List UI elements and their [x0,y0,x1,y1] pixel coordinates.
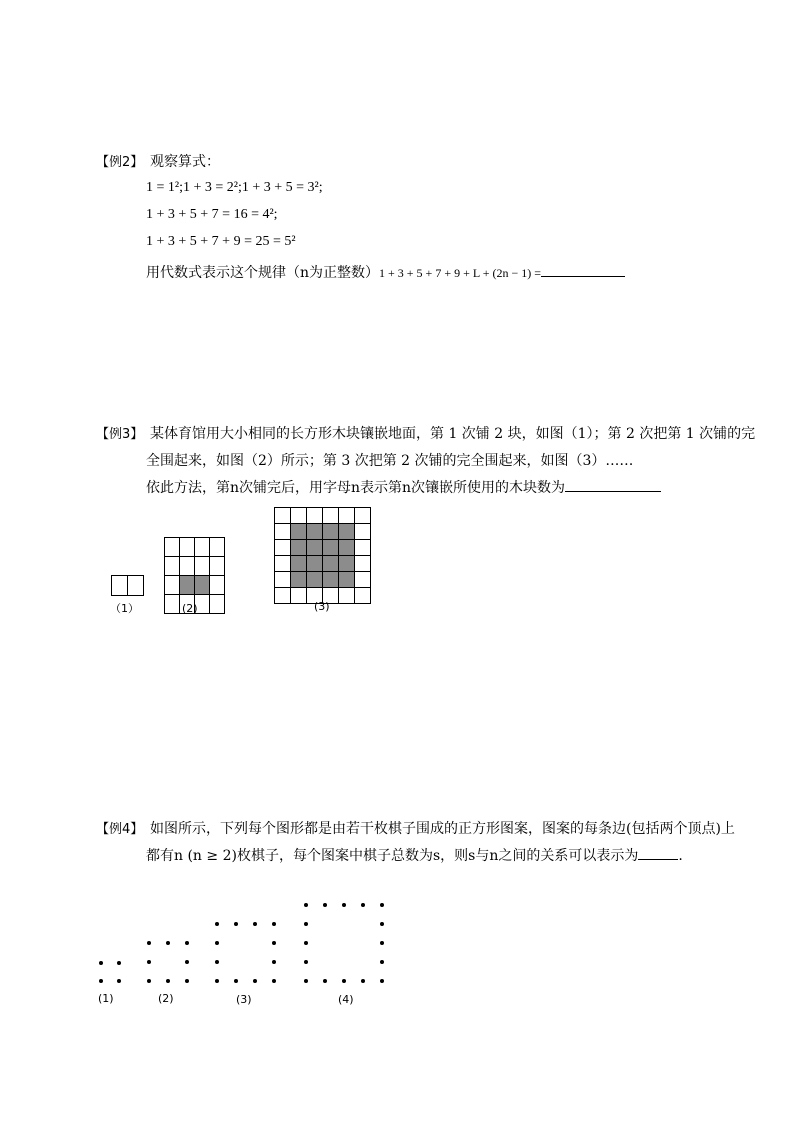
ex4-label: 【例4】 [96,822,144,837]
tile-shaded [290,523,307,540]
tile-shaded [179,575,195,595]
chess-piece-dot [99,979,103,983]
ex3-answer-blank[interactable] [565,477,661,492]
chess-piece-dot [380,903,384,907]
tile [338,507,355,524]
chess-piece-dot [253,922,257,926]
tile [290,587,307,604]
tile-shaded [290,555,307,572]
tile-shaded [338,539,355,556]
tile [274,523,291,540]
tile [209,575,225,595]
tile [194,537,210,557]
chess-piece-dot [215,979,219,983]
tile-shaded [306,523,323,540]
tile-shaded [322,523,339,540]
chess-piece-dot [147,979,151,983]
ex3-caption-2: (2) [182,602,198,615]
tile-shaded [194,575,210,595]
ex2-question-text: 用代数式表示这个规律（n为正整数） [146,265,380,281]
tile [209,537,225,557]
ex2-intro: 观察算式： [150,154,220,170]
chess-piece-dot [117,979,121,983]
tile-shaded [306,571,323,588]
chess-piece-dot [272,941,276,945]
chess-piece-dot [272,960,276,964]
ex4-line-2-end: . [678,848,683,864]
ex3-caption-1: （1） [110,602,139,615]
chess-piece-dot [185,979,189,983]
chess-piece-dot [215,922,219,926]
chess-piece-dot [380,979,384,983]
chess-piece-dot [117,961,121,965]
chess-piece-dot [361,903,365,907]
ex4-line-2-text: 都有n (n ≥ 2)枚棋子，每个图案中棋子总数为s，则s与n之间的关系可以表示为 [146,848,639,864]
tile [322,507,339,524]
chess-piece-dot [304,979,308,983]
ex3-line-3-text: 依此方法，第n次铺完后，用字母n表示第n次镶嵌所使用的木块数为 [146,480,566,496]
ex3-label: 【例3】 [96,427,144,442]
ex2-equation-3: 1 + 3 + 5 + 7 + 9 = 25 = 5² [146,234,296,249]
ex3-figure-3 [275,508,371,604]
tile [209,594,225,614]
ex2-answer-blank[interactable] [541,262,625,277]
chess-piece-dot [99,961,103,965]
ex4-caption-4: (4) [338,993,354,1006]
tile-shaded [290,571,307,588]
ex4-caption-3: (3) [236,993,252,1006]
tile-shaded [306,555,323,572]
ex3-line-1: 某体育馆用大小相同的长方形木块镶嵌地面，第 1 次铺 2 块，如图（1）；第 2 次把第 1 次铺的完 [150,426,756,442]
ex3-line-3 [146,477,661,497]
tile-shaded [322,539,339,556]
tile [354,539,371,556]
chess-piece-dot [185,941,189,945]
ex2-equation-1: 1 = 1²;1 + 3 = 2²;1 + 3 + 5 = 3²; [146,180,323,195]
chess-piece-dot [342,903,346,907]
chess-piece-dot [166,979,170,983]
ex4-line-2 [146,845,683,865]
chess-piece-dot [234,922,238,926]
ex4-caption-1: (1) [98,992,114,1005]
tile [274,539,291,556]
chess-piece-dot [215,960,219,964]
tile [290,507,307,524]
tile [274,571,291,588]
tile [354,587,371,604]
tile [179,556,195,576]
tile [209,556,225,576]
tile-shaded [322,555,339,572]
ex3-line-2: 全围起来，如图（2）所示；第 3 次把第 2 次铺的完全围起来，如图（3）…… [146,453,634,469]
tile [354,571,371,588]
chess-piece-dot [380,922,384,926]
chess-piece-dot [323,979,327,983]
chess-piece-dot [166,941,170,945]
chess-piece-dot [272,979,276,983]
chess-piece-dot [380,960,384,964]
chess-piece-dot [304,922,308,926]
chess-piece-dot [215,941,219,945]
tile [164,537,180,557]
tile [274,587,291,604]
chess-piece-dot [272,922,276,926]
ex3-figure-1 [112,576,144,596]
tile [354,507,371,524]
tile-shaded [338,571,355,588]
tile [179,537,195,557]
chess-piece-dot [380,941,384,945]
ex2-question-expr: 1 + 3 + 5 + 7 + 9 + L + (2n − 1) = [379,266,542,280]
ex2-equation-2: 1 + 3 + 5 + 7 = 16 = 4²; [146,207,278,222]
ex2-question [146,262,625,282]
tile-shaded [338,555,355,572]
tile-shaded [290,539,307,556]
ex3-caption-3: (3) [314,600,330,613]
chess-piece-dot [304,903,308,907]
chess-piece-dot [323,903,327,907]
tile-shaded [338,523,355,540]
chess-piece-dot [253,979,257,983]
tile [338,587,355,604]
tile-shaded [306,539,323,556]
chess-piece-dot [361,979,365,983]
tile [164,556,180,576]
chess-piece-dot [147,960,151,964]
ex4-answer-blank[interactable] [638,845,678,860]
tile [164,594,180,614]
chess-piece-dot [185,960,189,964]
tile [274,555,291,572]
tile [164,575,180,595]
tile-shaded [322,571,339,588]
tile [274,507,291,524]
chess-piece-dot [147,941,151,945]
tile [111,575,128,596]
ex4-caption-2: (2) [158,992,174,1005]
tile [127,575,144,596]
ex4-line-1: 如图所示，下列每个图形都是由若干枚棋子围成的正方形图案，图案的每条边(包括两个顶点)上 [150,821,735,837]
chess-piece-dot [234,979,238,983]
chess-piece-dot [342,979,346,983]
chess-piece-dot [304,960,308,964]
tile [194,556,210,576]
chess-piece-dot [304,941,308,945]
tile [354,555,371,572]
tile [354,523,371,540]
ex2-label: 【例2】 [96,155,144,170]
tile [306,507,323,524]
